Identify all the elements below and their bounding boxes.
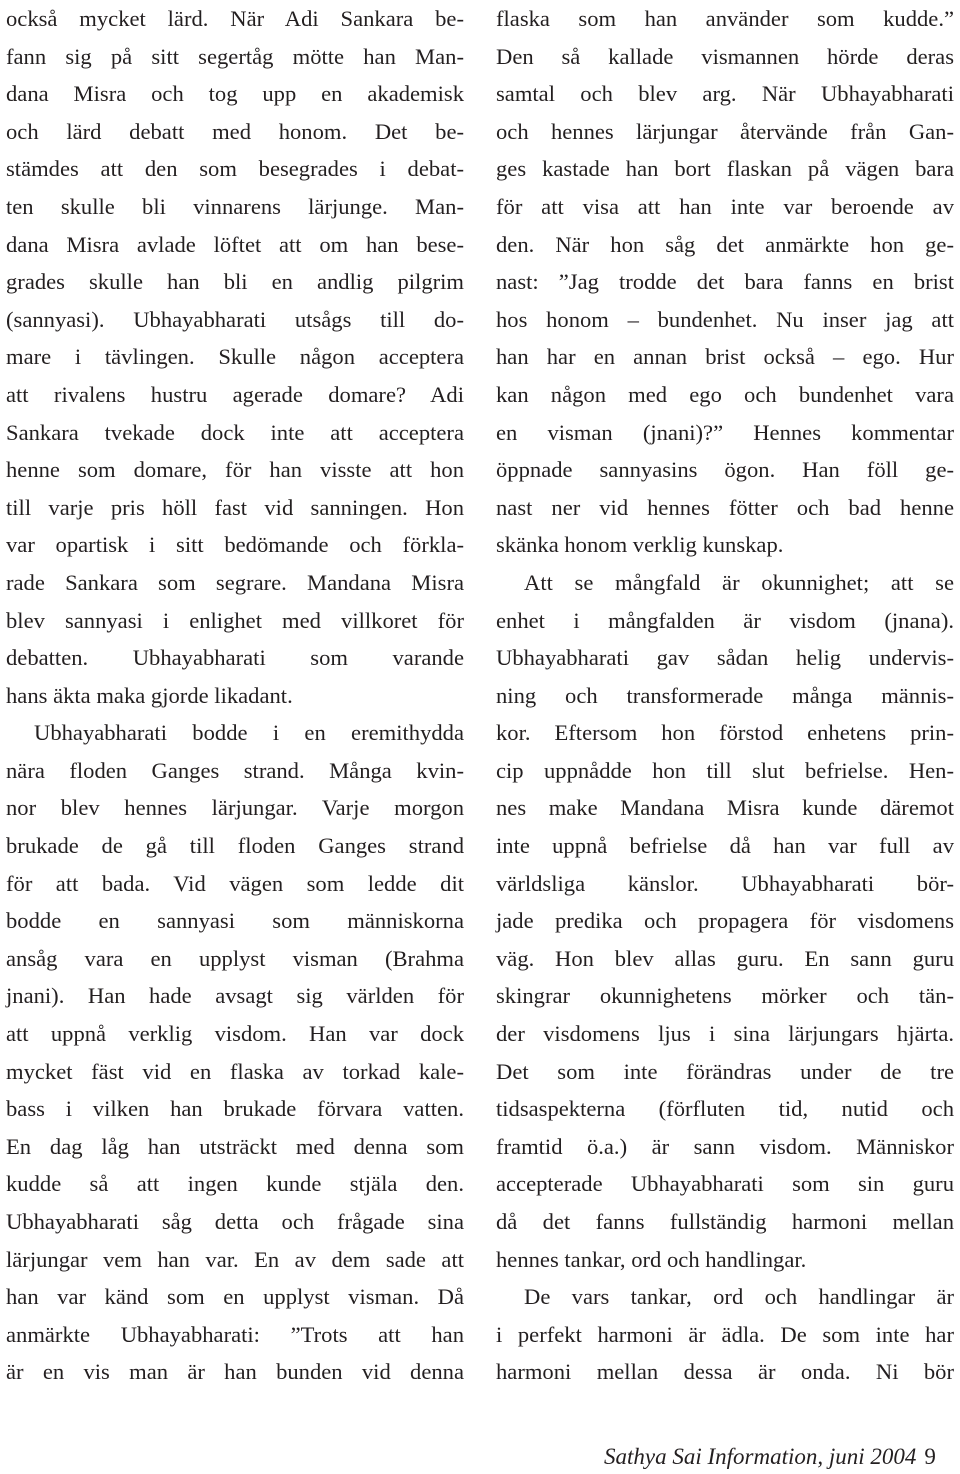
text-line: nast ner vid hennes fötter och bad henne bbox=[496, 494, 954, 520]
text-line: Det som inte förändras under de tre bbox=[496, 1058, 954, 1084]
text-line: för att visa att han inte var beroende av bbox=[496, 193, 954, 219]
text-line: öppnade sannyasins ögon. Han föll ge- bbox=[496, 457, 954, 483]
text-line: mare i tävlingen. Skulle någon acceptera bbox=[6, 344, 464, 370]
text-line: hennes tankar, ord och handlingar. bbox=[496, 1246, 807, 1272]
text-line: för att bada. Vid vägen som ledde dit bbox=[6, 870, 464, 896]
text-line: och hennes lärjungar återvände från Gan- bbox=[496, 118, 954, 144]
text-line: dana Misra och tog upp en akademisk bbox=[6, 81, 464, 107]
text-line: debatten. Ubhayabharati som varande bbox=[6, 645, 464, 671]
text-line: han var känd som en upplyst visman. Då bbox=[6, 1284, 464, 1310]
text-line: brukade de gå till floden Ganges strand bbox=[6, 833, 464, 859]
text-line: nära floden Ganges strand. Många kvin- bbox=[6, 757, 464, 783]
text-line: nast: ”Jag trodde det bara fanns en brist bbox=[496, 269, 954, 295]
text-line: världsliga känslor. Ubhayabharati bör- bbox=[496, 870, 954, 896]
text-line: han har en annan brist också – ego. Hur bbox=[496, 344, 954, 370]
text-line: grades skulle han bli en andlig pilgrim bbox=[6, 269, 464, 295]
left-text-column bbox=[6, 0, 464, 1391]
text-line: skingrar okunnighetens mörker och tän- bbox=[496, 983, 954, 1009]
paragraph-start-line: Ubhayabharati bodde i en eremithydda bbox=[34, 720, 464, 746]
text-line: harmoni mellan dessa är onda. Ni bör bbox=[496, 1359, 954, 1385]
text-line: ten skulle bli vinnarens lärjunge. Man- bbox=[6, 193, 464, 219]
text-line: anmärkte Ubhayabharati: ”Trots att han bbox=[6, 1321, 464, 1347]
text-line: en visman (jnani)?” Hennes kommentar bbox=[496, 419, 954, 445]
text-line: var opartisk i sitt bedömande och förkla- bbox=[6, 532, 464, 558]
text-line: accepterade Ubhayabharati som sin guru bbox=[496, 1171, 954, 1197]
text-line: att rivalens hustru agerade domare? Adi bbox=[6, 381, 464, 407]
text-line: tidsaspekterna (förfluten tid, nutid och bbox=[496, 1096, 954, 1122]
text-line: inte uppnå befrielse då han var full av bbox=[496, 833, 954, 859]
text-line: kor. Eftersom hon förstod enhetens prin- bbox=[496, 720, 954, 746]
text-line: (sannyasi). Ubhayabharati utsågs till do- bbox=[6, 306, 464, 332]
text-line: kudde så att ingen kunde stjäla den. bbox=[6, 1171, 464, 1197]
text-line: Den så kallade vismannen hörde deras bbox=[496, 43, 954, 69]
page-footer bbox=[604, 1440, 954, 1474]
text-line: ges kastade han bort flaskan på vägen bara bbox=[496, 156, 954, 182]
text-line: rade Sankara som segrare. Mandana Misra bbox=[6, 569, 464, 595]
text-line: jade predika och propagera för visdomens bbox=[496, 908, 954, 934]
text-line: framtid ö.a.) är sann visdom. Människor bbox=[496, 1133, 954, 1159]
text-line: cip uppnådde hon till slut befrielse. Hen- bbox=[496, 757, 954, 783]
text-line: nes make Mandana Misra kunde däremot bbox=[496, 795, 954, 821]
text-line: jnani). Han hade avsagt sig världen för bbox=[6, 983, 464, 1009]
text-line: stämdes att den som besegrades i debat- bbox=[6, 156, 464, 182]
publication-title: Sathya Sai Information, juni 2004 bbox=[604, 1444, 917, 1469]
text-line: den. När hon såg det anmärkte hon ge- bbox=[496, 231, 954, 257]
text-line: dana Misra avlade löftet att om han bese- bbox=[6, 231, 464, 257]
text-line: fann sig på sitt segertåg mötte han Man- bbox=[6, 43, 464, 69]
right-text-column bbox=[496, 0, 954, 1391]
text-line: hans äkta maka gjorde likadant. bbox=[6, 682, 293, 708]
text-line: Ubhayabharati gav sådan helig undervis- bbox=[496, 645, 954, 671]
text-line: till varje pris höll fast vid sanningen. Hon bbox=[6, 494, 464, 520]
text-line: blev sannyasi i enlighet med villkoret för bbox=[6, 607, 464, 633]
text-line: då det fanns fullständig harmoni mellan bbox=[496, 1209, 954, 1234]
text-line: Sankara tvekade dock inte att acceptera bbox=[6, 419, 464, 445]
text-line: hos honom – bundenhet. Nu inser jag att bbox=[496, 306, 954, 332]
text-line: bass i vilken han brukade förvara vatten. bbox=[6, 1096, 464, 1122]
text-line: väg. Hon blev allas guru. En sann guru bbox=[496, 945, 954, 971]
page-number: 9 bbox=[924, 1444, 936, 1469]
text-line: ansåg vara en upplyst visman (Brahma bbox=[6, 945, 464, 971]
text-line: samtal och blev arg. När Ubhayabharati bbox=[496, 81, 954, 107]
text-line: i perfekt harmoni är ädla. De som inte har bbox=[496, 1321, 954, 1347]
text-line: och lärd debatt med honom. Det be- bbox=[6, 118, 464, 144]
text-line: bodde en sannyasi som människorna bbox=[6, 908, 464, 934]
text-line: också mycket lärd. När Adi Sankara be- bbox=[6, 6, 464, 31]
text-line: ning och transformerade många männis- bbox=[496, 682, 954, 708]
text-line: att uppnå verklig visdom. Han var dock bbox=[6, 1021, 464, 1047]
text-line: Ubhayabharati såg detta och frågade sina bbox=[6, 1209, 464, 1234]
paragraph-start-line: De vars tankar, ord och handlingar är bbox=[524, 1284, 954, 1310]
text-line: der visdomens ljus i sina lärjungars hjärta. bbox=[496, 1021, 954, 1047]
text-line: henne som domare, för han visste att hon bbox=[6, 457, 464, 483]
text-line: lärjungar vem han var. En av dem sade att bbox=[6, 1246, 464, 1272]
text-line: mycket fäst vid en flaska av torkad kale- bbox=[6, 1058, 464, 1084]
text-line: kan någon med ego och bundenhet vara bbox=[496, 381, 954, 407]
text-line: enhet i mångfalden är visdom (jnana). bbox=[496, 607, 954, 633]
text-line: skänka honom verklig kunskap. bbox=[496, 532, 784, 558]
text-line: En dag låg han utsträckt med denna som bbox=[6, 1133, 464, 1159]
text-line: är en vis man är han bunden vid denna bbox=[6, 1359, 464, 1385]
text-line: flaska som han använder som kudde.” bbox=[496, 6, 954, 31]
text-line: nor blev hennes lärjungar. Varje morgon bbox=[6, 795, 464, 821]
paragraph-start-line: Att se mångfald är okunnighet; att se bbox=[524, 569, 954, 595]
